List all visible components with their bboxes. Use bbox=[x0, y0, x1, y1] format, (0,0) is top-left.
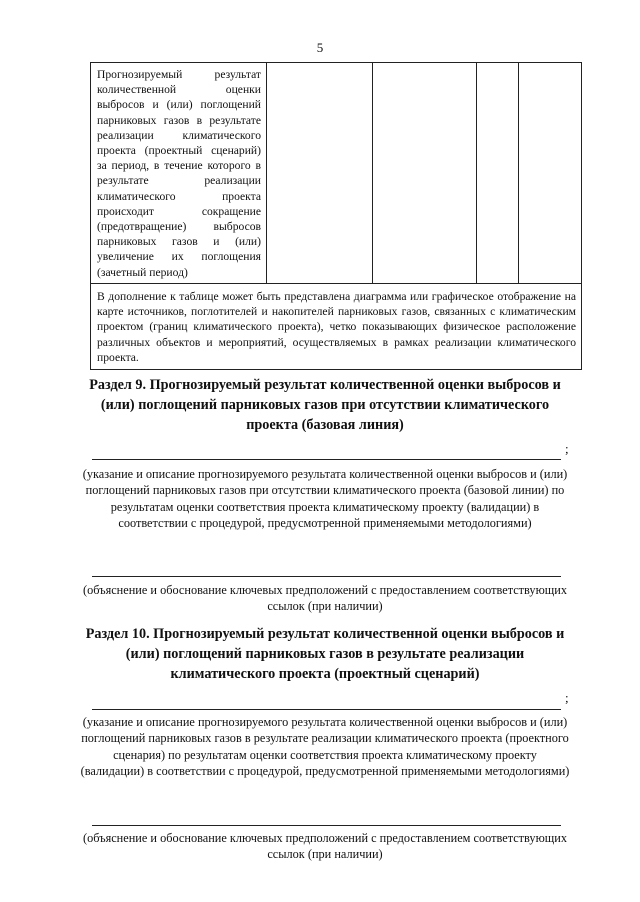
fill-in-line bbox=[92, 709, 561, 710]
table-cell-empty bbox=[267, 63, 373, 284]
fill-in-line bbox=[92, 576, 561, 577]
table-cell-empty bbox=[373, 63, 477, 284]
table-row bbox=[91, 63, 582, 284]
forecast-table bbox=[90, 62, 582, 370]
table-cell-empty bbox=[519, 63, 582, 284]
fill-in-line bbox=[92, 459, 561, 460]
table-cell-label: Прогнозируемый результат количественной оценки выбросов и (или) поглощений парниковых газов в результате реализации климатического проекта (проектный сценарий) за период, в течение которого в результате реализации климатического проекта происходит сокращение (предотвращение) выбросов парниковых газов и (или) увеличение их поглощения (зачетный период) bbox=[91, 63, 267, 284]
table-note: В дополнение к таблице может быть представлена диаграмма или графическое отображение на карте источников, поглотителей и накопителей парниковых газов, связанных с климатическим проектом (границ климатического проекта), четко показывающих физическое расположение различных объектов и мероприятий, осуществляемых в рамках реализации климатического проекта. bbox=[91, 284, 582, 370]
table-cell-empty bbox=[477, 63, 519, 284]
section-9-caption-assumptions: (объяснение и обоснование ключевых предположений с предоставлением соответствующих ссылок (при наличии) bbox=[83, 583, 567, 614]
page-number: 5 bbox=[316, 40, 324, 55]
section-10-caption-description: (указание и описание прогнозируемого результата количественной оценки выбросов и (или) поглощений парниковых газов в результате реализации климатического проекта (проектного сценария) по результатам оценки соответствия проекта климатическому проекту (валидации) в соответствии с процедурой, предусмотренной применяемыми методологиями) bbox=[80, 715, 570, 778]
section-9-title: Раздел 9. Прогнозируемый результат количественной оценки выбросов и (или) поглощений парниковых газов при отсутствии климатического проекта (базовая линия) bbox=[89, 377, 561, 433]
section-10-title: Раздел 10. Прогнозируемый результат количественной оценки выбросов и (или) поглощений парниковых газов в результате реализации климатического проекта (проектный сценарий) bbox=[85, 626, 565, 682]
semicolon: ; bbox=[565, 441, 569, 456]
table-row bbox=[91, 284, 582, 370]
fill-in-line bbox=[92, 825, 561, 826]
section-9-caption-description: (указание и описание прогнозируемого результата количественной оценки выбросов и (или) поглощений парниковых газов при отсутствии климатического проекта (базовой линии) по результатам оценки соответствия проекта климатическому проекту (валидации) в соответствии с процедурой, предусмотренной применяемыми методологиями) bbox=[82, 467, 568, 530]
section-10-caption-assumptions: (объяснение и обоснование ключевых предположений с предоставлением соответствующих ссылок (при наличии) bbox=[83, 831, 567, 862]
semicolon: ; bbox=[565, 690, 569, 705]
